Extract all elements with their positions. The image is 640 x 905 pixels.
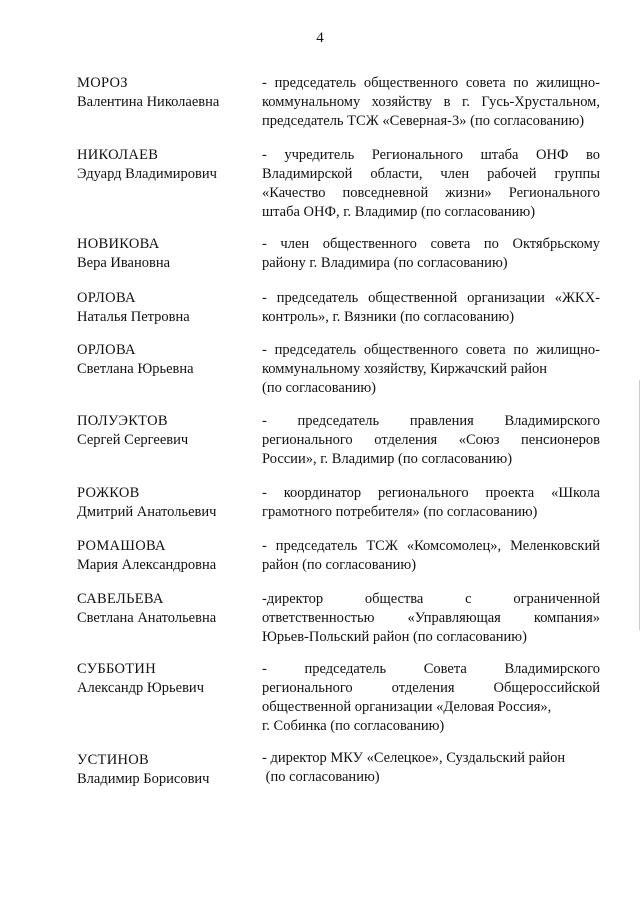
page-number: 4 xyxy=(316,30,324,46)
role-line: грамотного потребителя» (по согласованию) xyxy=(262,504,538,520)
member-name xyxy=(77,146,257,184)
member-surname: НИКОЛАЕВ xyxy=(77,147,159,163)
member-role xyxy=(262,749,600,787)
role-line: общественной организации «Деловая Россия», xyxy=(262,699,552,715)
role-line: - председатель общественного совета по жилищно- xyxy=(262,342,600,358)
member-name xyxy=(77,289,257,327)
member-surname: РОМАШОВА xyxy=(77,538,166,554)
member-surname: САВЕЛЬЕВА xyxy=(77,591,164,607)
member-surname: СУББОТИН xyxy=(77,661,156,677)
role-line: Юрьев-Польский район (по согласованию) xyxy=(262,629,527,645)
role-line: регионального отделения «Союз пенсионеров xyxy=(262,432,600,448)
member-given-name: Дмитрий Анатольевич xyxy=(77,504,217,520)
role-line: району г. Владимира (по согласованию) xyxy=(262,255,508,271)
role-line: -директор общества с ограниченной xyxy=(262,591,600,607)
member-surname: РОЖКОВ xyxy=(77,485,140,501)
role-line: - координатор регионального проекта «Школа xyxy=(262,485,600,501)
member-surname: НОВИКОВА xyxy=(77,236,160,252)
role-line: - председатель Совета Владимирского xyxy=(262,661,600,677)
role-line: ответственностью «Управляющая компания» xyxy=(262,610,600,626)
member-name xyxy=(77,484,257,522)
member-given-name: Владимир Борисович xyxy=(77,771,210,787)
role-line: Владимирской области, член рабочей группы xyxy=(262,166,600,182)
member-role xyxy=(262,235,600,273)
role-line: г. Собинка (по согласованию) xyxy=(262,718,445,734)
member-role xyxy=(262,146,600,222)
role-line: коммунальному хозяйству, Киржачский район xyxy=(262,361,548,377)
member-name xyxy=(77,590,257,628)
member-given-name: Мария Александровна xyxy=(77,557,217,573)
member-given-name: Вера Ивановна xyxy=(77,255,171,271)
role-line: регионального отделения Общероссийской xyxy=(262,680,600,696)
member-name xyxy=(77,235,257,273)
role-line: штаба ОНФ, г. Владимир (по согласованию) xyxy=(262,204,536,220)
role-line: коммунальному хозяйству в г. Гусь-Хрустальном, xyxy=(262,94,600,110)
role-line: район (по согласованию) xyxy=(262,557,417,573)
role-line: «Качество повседневной жизни» Регионального xyxy=(262,185,600,201)
member-given-name: Сергей Сергеевич xyxy=(77,432,189,448)
role-line: (по согласованию) xyxy=(262,769,380,785)
member-name xyxy=(77,74,257,112)
member-name xyxy=(77,412,257,450)
member-name xyxy=(77,660,257,698)
member-role xyxy=(262,289,600,327)
member-name xyxy=(77,537,257,575)
role-line: председатель ТСЖ «Северная-3» (по согласованию) xyxy=(262,113,585,129)
role-line: - председатель общественного совета по жилищно- xyxy=(262,75,600,91)
role-line: России», г. Владимир (по согласованию) xyxy=(262,451,513,467)
member-surname: УСТИНОВ xyxy=(77,752,149,768)
member-given-name: Светлана Анатольевна xyxy=(77,610,217,626)
role-line: (по согласованию) xyxy=(262,380,376,396)
member-role xyxy=(262,341,600,398)
member-given-name: Наталья Петровна xyxy=(77,309,190,325)
member-name xyxy=(77,751,257,789)
member-role xyxy=(262,484,600,522)
member-given-name: Александр Юрьевич xyxy=(77,680,204,696)
role-line: - учредитель Регионального штаба ОНФ во xyxy=(262,147,600,163)
member-surname: МОРОЗ xyxy=(77,75,128,91)
role-line: контроль», г. Вязники (по согласованию) xyxy=(262,309,515,325)
member-name xyxy=(77,341,257,379)
member-role xyxy=(262,660,600,736)
member-role xyxy=(262,590,600,647)
member-given-name: Эдуард Владимирович xyxy=(77,166,217,182)
member-role xyxy=(262,537,600,575)
member-role xyxy=(262,412,600,469)
member-surname: ПОЛУЭКТОВ xyxy=(77,413,168,429)
member-role xyxy=(262,74,600,131)
member-given-name: Валентина Николаевна xyxy=(77,94,220,110)
role-line: - председатель правления Владимирского xyxy=(262,413,600,429)
member-surname: ОРЛОВА xyxy=(77,290,136,306)
role-line: - директор МКУ «Селецкое», Суздальский район xyxy=(262,750,566,766)
role-line: - председатель общественной организации «ЖКХ- xyxy=(262,290,600,306)
member-surname: ОРЛОВА xyxy=(77,342,136,358)
role-line: - председатель ТСЖ «Комсомолец», Меленковский xyxy=(262,538,600,554)
role-line: - член общественного совета по Октябрьскому xyxy=(262,236,600,252)
member-given-name: Светлана Юрьевна xyxy=(77,361,194,377)
